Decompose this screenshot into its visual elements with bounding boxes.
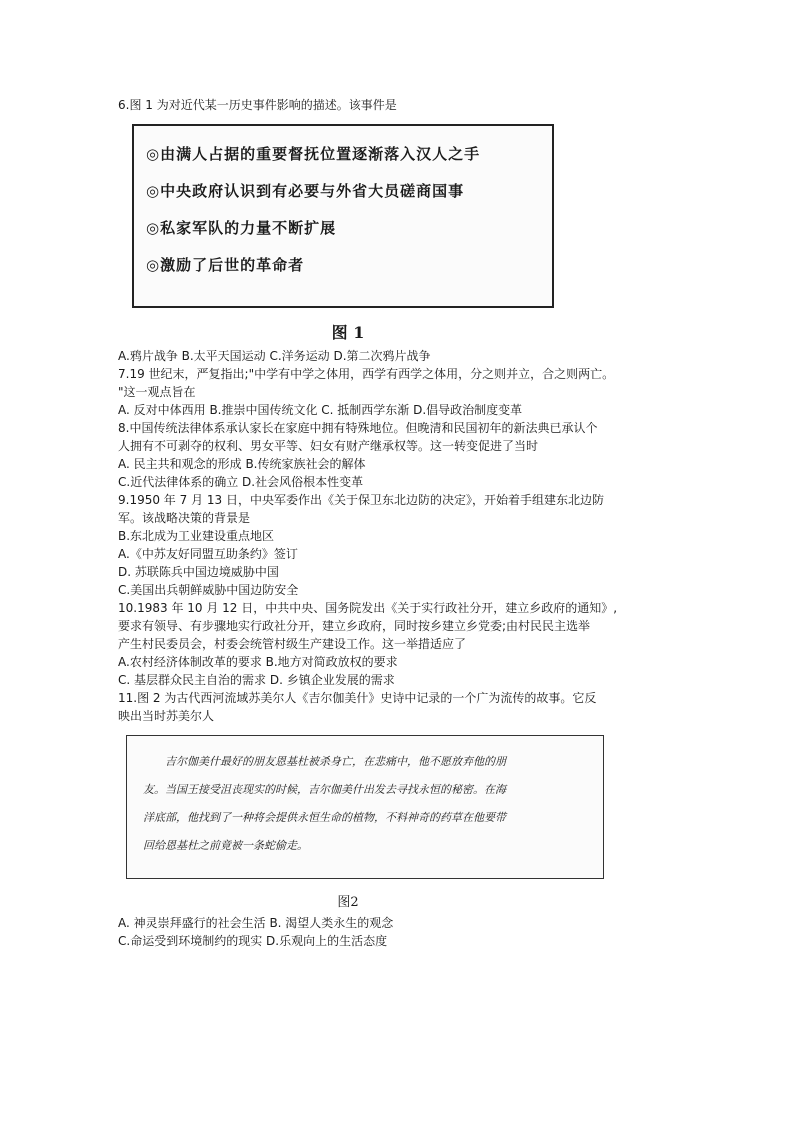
figure-2-line: 吉尔伽美什最好的朋友恩基杜被杀身亡，在悲痛中，他不愿放弃他的朋 — [165, 755, 506, 768]
q9-option-b: B.东北成为工业建设重点地区 — [118, 529, 275, 543]
figure-2-line: 洋底部，他找到了一种将会提供永恒生命的植物，不料神奇的药草在他要带 — [143, 811, 506, 824]
q11-stem-line-2: 映出当时苏美尔人 — [118, 709, 215, 723]
figure-1-bullet: ◎由满人占据的重要督抚位置逐渐落入汉人之手 — [146, 145, 481, 163]
figure-2-caption: 图2 — [337, 895, 359, 910]
q11-stem-line-1: 11.图 2 为古代西河流域苏美尔人《吉尔伽美什》史诗中记录的一个广为流传的故事。它反 — [118, 691, 597, 705]
q10-stem-line-1: 10.1983 年 10 月 12 日，中共中央、国务院发出《关于实行政社分开，建立乡政府的通知》, — [118, 601, 618, 615]
q10-stem-line-2: 要求有领导、有步骤地实行政社分开，建立乡政府，同时按乡建立乡党委;由村民民主选举 — [118, 619, 591, 633]
figure-2-box — [126, 735, 604, 879]
q10-options-line-1: A.农村经济体制改革的要求 B.地方对简政放权的要求 — [118, 655, 398, 669]
q8-options-line-2: C.近代法律体系的确立 D.社会风俗根本性变革 — [118, 475, 364, 489]
q8-stem-line-1: 8.中国传统法律体系承认家长在家庭中拥有特殊地位。但晚清和民国初年的新法典已承认个 — [118, 421, 598, 435]
q8-stem-line-2: 人拥有不可剥夺的权利、男女平等、妇女有财产继承权等。这一转变促进了当时 — [118, 439, 539, 453]
q8-options-line-1: A. 民主共和观念的形成 B.传统家族社会的解体 — [118, 457, 366, 471]
figure-2-line: 友。当国王接受沮丧现实的时候，吉尔伽美什出发去寻找永恒的秘密。在海 — [143, 783, 506, 796]
q7-stem-line-1: 7.19 世纪末，严复指出;"中学有中学之体用，西学有西学之体用，分之则并立，合之则两亡。 — [118, 367, 615, 381]
q10-options-line-2: C. 基层群众民主自治的需求 D. 乡镇企业发展的需求 — [118, 673, 395, 687]
figure-1-caption: 图 1 — [331, 323, 365, 342]
q6-options: A.鸦片战争 B.太平天国运动 C.洋务运动 D.第二次鸦片战争 — [118, 349, 431, 363]
figure-1-box — [132, 124, 554, 308]
q10-stem-line-3: 产生村民委员会，村委会统管村级生产建设工作。这一举措适应了 — [118, 637, 467, 651]
q9-option-c: C.美国出兵朝鲜威胁中国边防安全 — [118, 583, 299, 597]
q11-options-line-2: C.命运受到环境制约的现实 D.乐观向上的生活态度 — [118, 934, 388, 948]
q11-options-line-1: A. 神灵崇拜盛行的社会生活 B. 渴望人类永生的观念 — [118, 916, 394, 930]
q9-stem-line-1: 9.1950 年 7 月 13 日，中央军委作出《关于保卫东北边防的决定》，开始着手组建东北边防 — [118, 493, 604, 507]
exam-page — [118, 96, 678, 950]
q9-option-a: A.《中苏友好同盟互助条约》签订 — [118, 547, 298, 561]
q9-stem-line-2: 军。该战略决策的背景是 — [118, 511, 251, 525]
q7-options: A. 反对中体西用 B.推崇中国传统文化 C. 抵制西学东渐 D.倡导政治制度变革 — [118, 403, 523, 417]
figure-1-bullet: ◎私家军队的力量不断扩展 — [146, 219, 337, 237]
figure-1-bullet: ◎激励了后世的革命者 — [146, 256, 305, 274]
figure-2-line: 回给恩基杜之前竟被一条蛇偷走。 — [143, 839, 308, 852]
figure-1-bullet: ◎中央政府认识到有必要与外省大员磋商国事 — [146, 182, 465, 200]
q7-stem-line-2: "这一观点旨在 — [118, 385, 196, 399]
q9-option-d: D. 苏联陈兵中国边境威胁中国 — [118, 565, 279, 579]
q6-stem: 6.图 1 为对近代某一历史事件影响的描述。该事件是 — [118, 98, 397, 112]
